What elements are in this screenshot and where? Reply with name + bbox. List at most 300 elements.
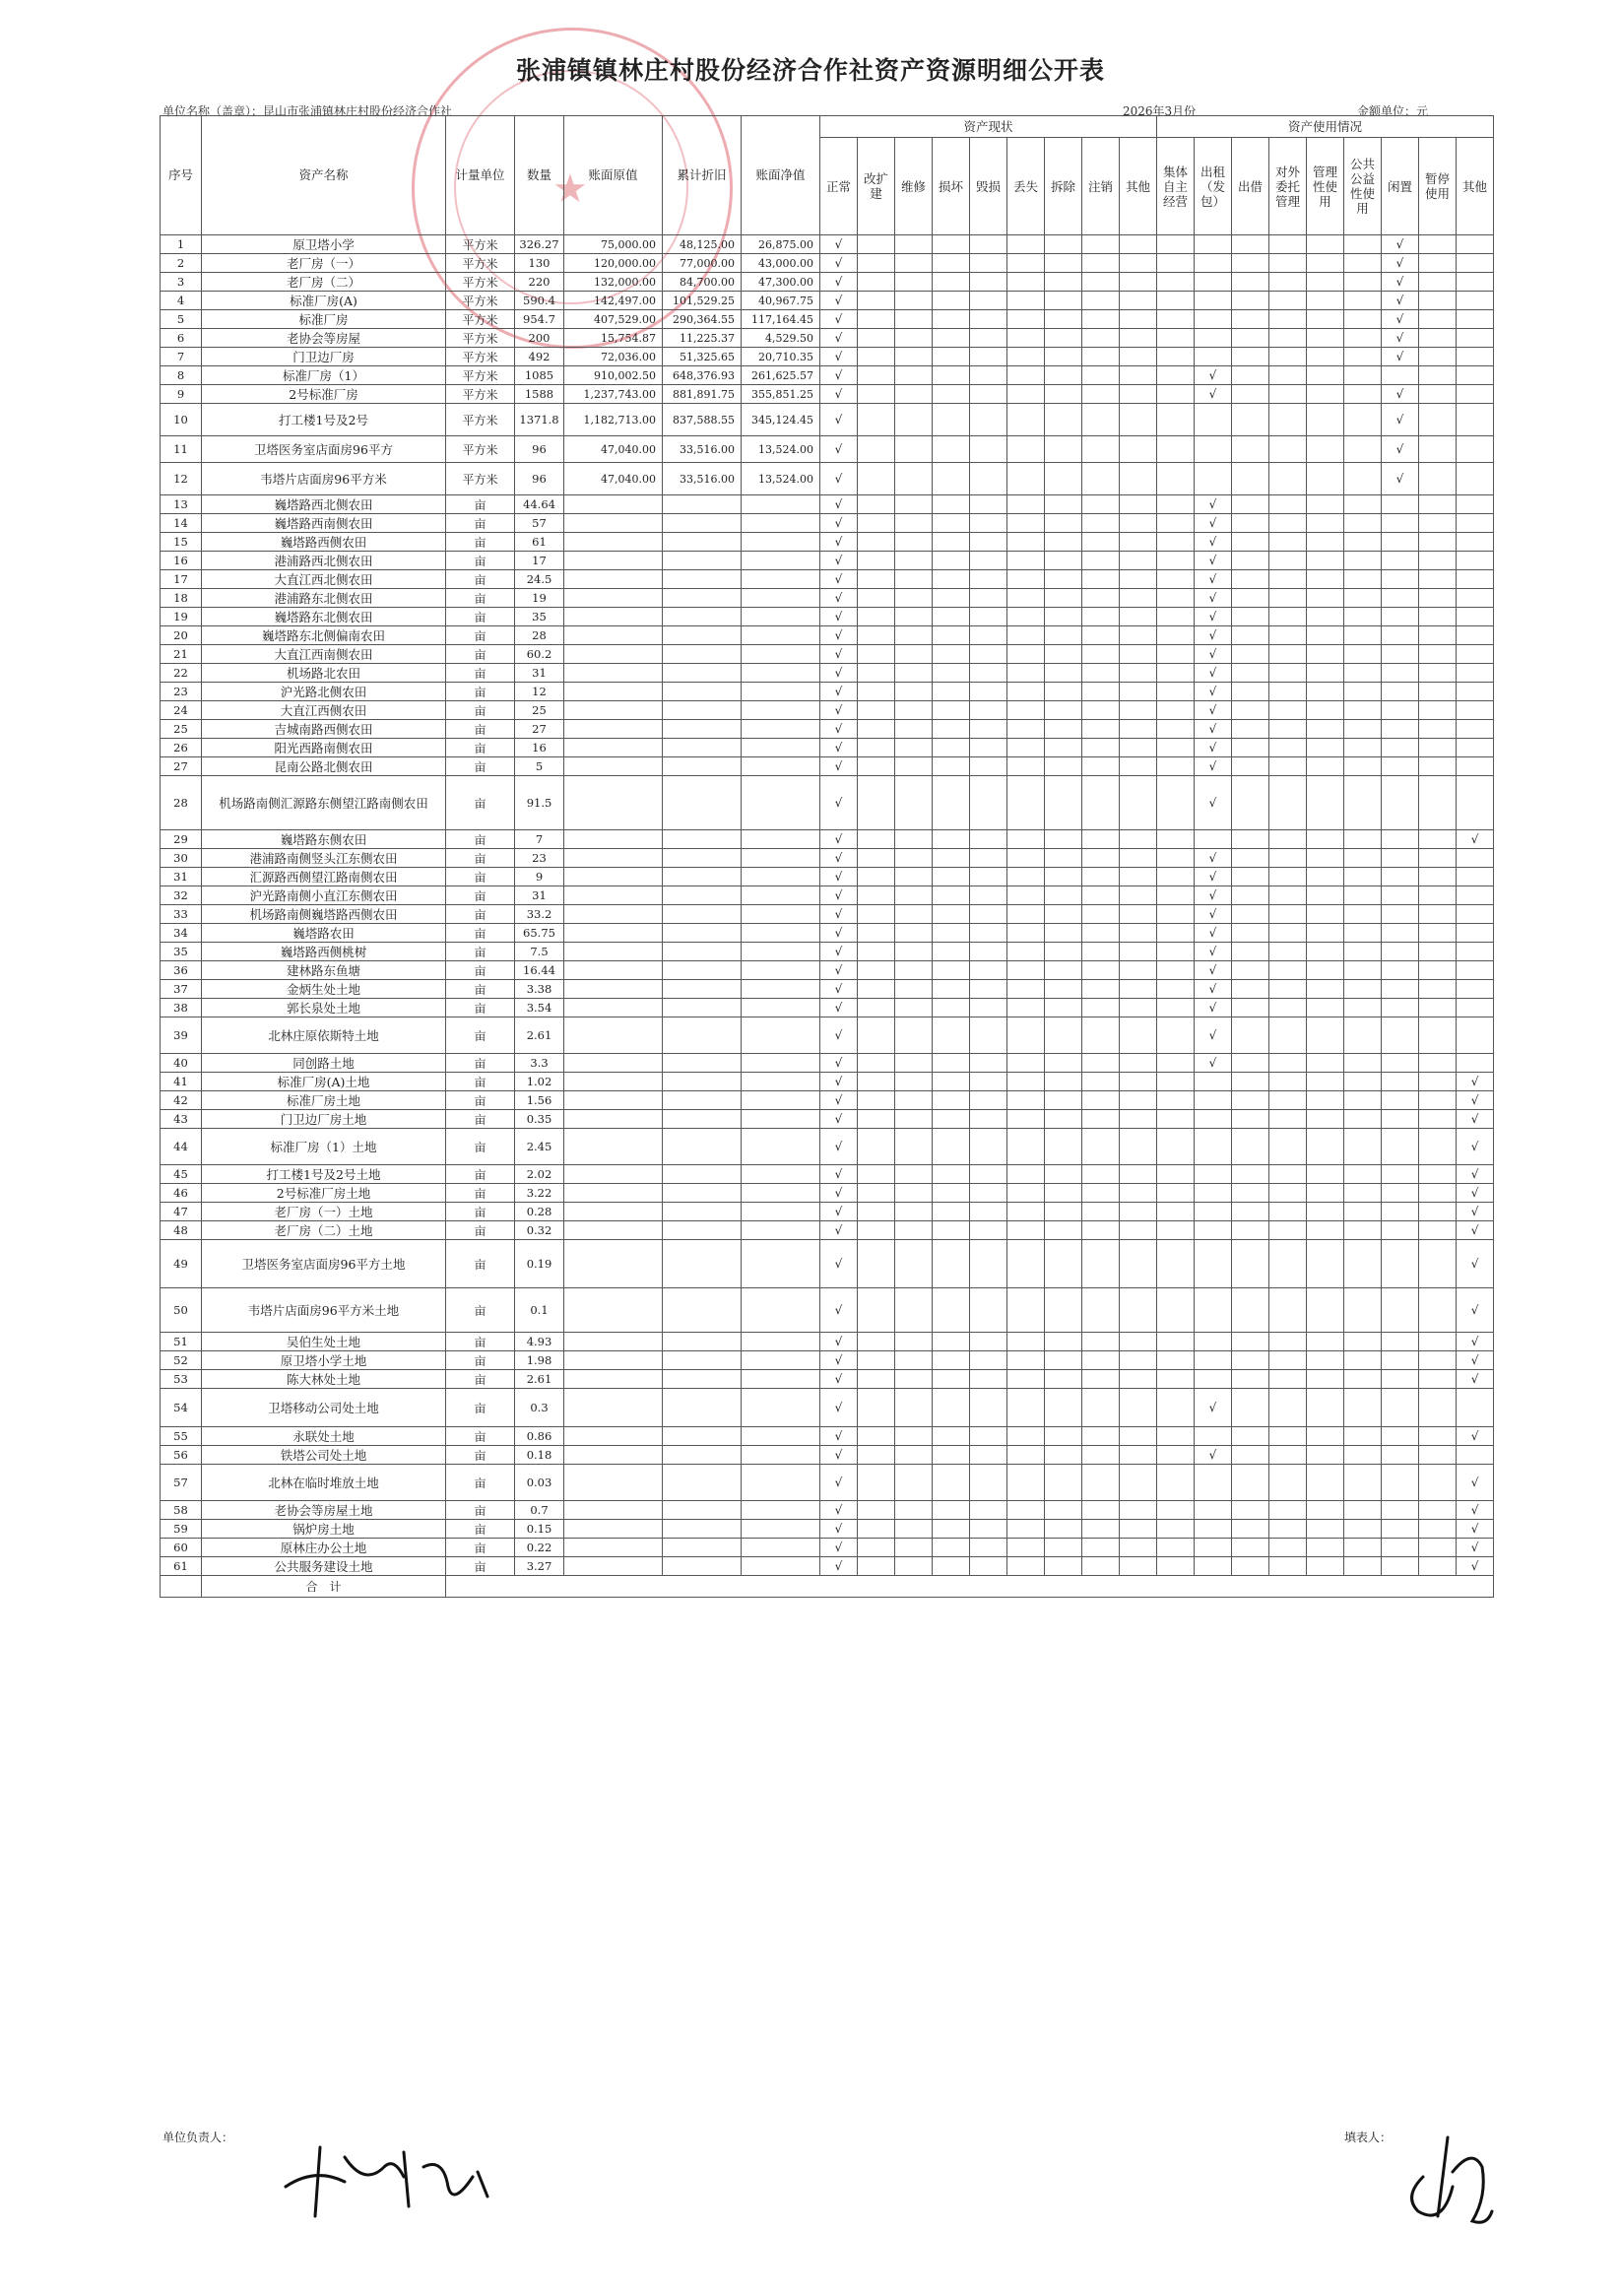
row-original-value bbox=[564, 868, 663, 886]
header-usage-administrative-label: 管理性使用 bbox=[1312, 164, 1337, 209]
row-net-value bbox=[742, 868, 820, 886]
row-status-damaged-cell bbox=[933, 495, 970, 514]
row-status-repair-cell bbox=[895, 757, 933, 776]
row-unit: 亩 bbox=[446, 1054, 515, 1073]
row-status-destroyed-cell bbox=[970, 495, 1007, 514]
row-usage-other-cell bbox=[1457, 608, 1494, 626]
row-status-renovation-cell bbox=[858, 366, 895, 385]
row-status-cancelled-cell bbox=[1082, 1520, 1120, 1539]
row-unit: 平方米 bbox=[446, 292, 515, 310]
row-usage-lent-cell bbox=[1232, 608, 1269, 626]
row-status-demolished-cell bbox=[1045, 1073, 1082, 1091]
row-original-value bbox=[564, 739, 663, 757]
row-unit: 平方米 bbox=[446, 385, 515, 404]
row-quantity: 326.27 bbox=[515, 235, 564, 254]
row-net-value: 43,000.00 bbox=[742, 254, 820, 273]
table-row bbox=[161, 943, 1494, 961]
row-status-repair-cell bbox=[895, 1129, 933, 1165]
row-usage-idle-cell bbox=[1382, 1465, 1419, 1501]
row-asset-name: 北林在临时堆放土地 bbox=[202, 1465, 446, 1501]
row-usage-administrative-cell bbox=[1307, 1091, 1344, 1110]
row-usage-public-welfare-cell bbox=[1344, 868, 1382, 886]
row-usage-lent-cell bbox=[1232, 645, 1269, 664]
row-net-value: 355,851.25 bbox=[742, 385, 820, 404]
row-usage-idle-cell bbox=[1382, 1333, 1419, 1351]
row-usage-entrusted-cell bbox=[1269, 664, 1307, 683]
row-usage-leased-cell: √ bbox=[1195, 683, 1232, 701]
row-usage-idle-cell bbox=[1382, 1501, 1419, 1520]
row-original-value bbox=[564, 645, 663, 664]
row-usage-suspended-cell bbox=[1419, 273, 1457, 292]
row-status-demolished-cell bbox=[1045, 1501, 1082, 1520]
row-usage-leased-cell bbox=[1195, 1465, 1232, 1501]
row-status-renovation-cell bbox=[858, 886, 895, 905]
row-usage-entrusted-cell bbox=[1269, 961, 1307, 980]
row-original-value: 1,237,743.00 bbox=[564, 385, 663, 404]
row-status-destroyed-cell bbox=[970, 886, 1007, 905]
row-status-demolished-cell bbox=[1045, 1351, 1082, 1370]
row-accumulated-depreciation bbox=[663, 1017, 742, 1054]
row-usage-leased-cell: √ bbox=[1195, 886, 1232, 905]
table-row bbox=[161, 1501, 1494, 1520]
row-status-repair-cell bbox=[895, 626, 933, 645]
row-status-demolished-cell bbox=[1045, 683, 1082, 701]
row-usage-self-operated-cell bbox=[1157, 1370, 1195, 1389]
row-status-demolished-cell bbox=[1045, 1091, 1082, 1110]
row-quantity: 0.35 bbox=[515, 1110, 564, 1129]
row-status-damaged-cell bbox=[933, 292, 970, 310]
table-row bbox=[161, 720, 1494, 739]
row-net-value: 13,524.00 bbox=[742, 436, 820, 463]
row-status-lost-cell bbox=[1007, 1427, 1045, 1446]
row-unit: 平方米 bbox=[446, 404, 515, 436]
unit-name-label: 单位名称（盖章）：昆山市张浦镇林庄村股份经济合作社 bbox=[162, 104, 453, 118]
row-status-demolished-cell bbox=[1045, 1203, 1082, 1221]
header-status-demolished-label: 拆除 bbox=[1050, 178, 1075, 194]
row-status-renovation-cell bbox=[858, 664, 895, 683]
row-usage-leased-cell: √ bbox=[1195, 868, 1232, 886]
row-usage-suspended-cell bbox=[1419, 1520, 1457, 1539]
row-asset-name: 老厂房（一）土地 bbox=[202, 1203, 446, 1221]
row-usage-other-cell bbox=[1457, 664, 1494, 683]
row-usage-leased-cell: √ bbox=[1195, 1446, 1232, 1465]
row-usage-entrusted-cell bbox=[1269, 1446, 1307, 1465]
row-usage-leased-cell: √ bbox=[1195, 980, 1232, 999]
row-usage-idle-cell bbox=[1382, 1221, 1419, 1240]
row-status-destroyed-cell bbox=[970, 404, 1007, 436]
row-usage-idle-cell bbox=[1382, 886, 1419, 905]
row-status-other-cell bbox=[1120, 533, 1157, 552]
row-usage-idle-cell bbox=[1382, 1073, 1419, 1091]
row-usage-self-operated-cell bbox=[1157, 645, 1195, 664]
row-usage-entrusted-cell bbox=[1269, 924, 1307, 943]
row-usage-suspended-cell bbox=[1419, 292, 1457, 310]
row-accumulated-depreciation bbox=[663, 1333, 742, 1351]
row-usage-self-operated-cell bbox=[1157, 1129, 1195, 1165]
row-usage-idle-cell: √ bbox=[1382, 292, 1419, 310]
row-original-value bbox=[564, 701, 663, 720]
row-unit: 平方米 bbox=[446, 366, 515, 385]
row-status-normal-cell: √ bbox=[820, 1389, 858, 1427]
row-usage-administrative-cell bbox=[1307, 999, 1344, 1017]
row-usage-administrative-cell bbox=[1307, 701, 1344, 720]
row-net-value bbox=[742, 849, 820, 868]
row-status-destroyed-cell bbox=[970, 1165, 1007, 1184]
row-usage-leased-cell: √ bbox=[1195, 645, 1232, 664]
row-usage-other-cell bbox=[1457, 533, 1494, 552]
row-usage-public-welfare-cell bbox=[1344, 1389, 1382, 1427]
row-asset-name: 铁塔公司处土地 bbox=[202, 1446, 446, 1465]
row-usage-idle-cell bbox=[1382, 626, 1419, 645]
row-net-value bbox=[742, 943, 820, 961]
row-usage-public-welfare-cell bbox=[1344, 273, 1382, 292]
row-quantity: 91.5 bbox=[515, 776, 564, 830]
row-status-normal-cell: √ bbox=[820, 1091, 858, 1110]
row-unit: 亩 bbox=[446, 1129, 515, 1165]
row-unit: 亩 bbox=[446, 626, 515, 645]
row-usage-idle-cell bbox=[1382, 1017, 1419, 1054]
table-row bbox=[161, 1465, 1494, 1501]
table-row bbox=[161, 404, 1494, 436]
table-row bbox=[161, 385, 1494, 404]
row-status-lost-cell bbox=[1007, 757, 1045, 776]
row-status-renovation-cell bbox=[858, 1539, 895, 1557]
row-usage-suspended-cell bbox=[1419, 626, 1457, 645]
row-status-repair-cell bbox=[895, 1389, 933, 1427]
row-status-cancelled-cell bbox=[1082, 1370, 1120, 1389]
row-usage-public-welfare-cell bbox=[1344, 254, 1382, 273]
row-usage-entrusted-cell bbox=[1269, 608, 1307, 626]
row-usage-administrative-cell bbox=[1307, 1203, 1344, 1221]
row-original-value bbox=[564, 1240, 663, 1288]
row-seq: 18 bbox=[161, 589, 202, 608]
row-original-value bbox=[564, 495, 663, 514]
row-seq: 55 bbox=[161, 1427, 202, 1446]
header-usage-idle-label: 闲置 bbox=[1387, 178, 1412, 194]
row-status-repair-cell bbox=[895, 739, 933, 757]
row-usage-public-welfare-cell bbox=[1344, 1240, 1382, 1288]
row-usage-suspended-cell bbox=[1419, 1370, 1457, 1389]
row-unit: 亩 bbox=[446, 552, 515, 570]
row-unit: 亩 bbox=[446, 1288, 515, 1333]
row-original-value bbox=[564, 1288, 663, 1333]
row-status-normal-cell: √ bbox=[820, 830, 858, 849]
row-usage-self-operated-cell bbox=[1157, 1221, 1195, 1240]
row-usage-public-welfare-cell bbox=[1344, 1501, 1382, 1520]
row-asset-name: 巍塔路西南侧农田 bbox=[202, 514, 446, 533]
row-usage-entrusted-cell bbox=[1269, 436, 1307, 463]
row-asset-name: 卫塔医务室店面房96平方土地 bbox=[202, 1240, 446, 1288]
row-original-value: 1,182,713.00 bbox=[564, 404, 663, 436]
row-usage-idle-cell bbox=[1382, 1288, 1419, 1333]
row-asset-name: 机场路南侧汇源路东侧望江路南侧农田 bbox=[202, 776, 446, 830]
row-unit: 平方米 bbox=[446, 273, 515, 292]
table-row bbox=[161, 366, 1494, 385]
row-status-lost-cell bbox=[1007, 999, 1045, 1017]
row-asset-name: 标准厂房（1） bbox=[202, 366, 446, 385]
row-usage-other-cell bbox=[1457, 757, 1494, 776]
row-usage-suspended-cell bbox=[1419, 776, 1457, 830]
row-usage-leased-cell bbox=[1195, 310, 1232, 329]
row-status-damaged-cell bbox=[933, 404, 970, 436]
row-quantity: 7.5 bbox=[515, 943, 564, 961]
row-usage-lent-cell bbox=[1232, 235, 1269, 254]
row-status-other-cell bbox=[1120, 868, 1157, 886]
row-status-destroyed-cell bbox=[970, 608, 1007, 626]
row-usage-other-cell bbox=[1457, 329, 1494, 348]
row-status-damaged-cell bbox=[933, 463, 970, 495]
row-usage-other-cell bbox=[1457, 980, 1494, 999]
row-status-damaged-cell bbox=[933, 830, 970, 849]
row-status-damaged-cell bbox=[933, 1221, 970, 1240]
row-seq: 5 bbox=[161, 310, 202, 329]
row-original-value bbox=[564, 1110, 663, 1129]
row-usage-self-operated-cell bbox=[1157, 1520, 1195, 1539]
row-usage-other-cell: √ bbox=[1457, 1221, 1494, 1240]
row-status-demolished-cell bbox=[1045, 1370, 1082, 1389]
row-usage-lent-cell bbox=[1232, 1501, 1269, 1520]
row-usage-entrusted-cell bbox=[1269, 1129, 1307, 1165]
row-usage-self-operated-cell bbox=[1157, 1073, 1195, 1091]
header-status-destroyed-label: 毁损 bbox=[975, 178, 1001, 194]
row-status-cancelled-cell bbox=[1082, 514, 1120, 533]
row-usage-suspended-cell bbox=[1419, 552, 1457, 570]
row-status-lost-cell bbox=[1007, 329, 1045, 348]
row-accumulated-depreciation bbox=[663, 1539, 742, 1557]
row-seq: 26 bbox=[161, 739, 202, 757]
row-status-demolished-cell bbox=[1045, 626, 1082, 645]
row-usage-lent-cell bbox=[1232, 1351, 1269, 1370]
table-row bbox=[161, 739, 1494, 757]
row-quantity: 3.27 bbox=[515, 1557, 564, 1576]
header-net-value: 账面净值 bbox=[742, 116, 820, 235]
row-status-other-cell bbox=[1120, 739, 1157, 757]
row-asset-name: 吉城南路西侧农田 bbox=[202, 720, 446, 739]
row-seq: 40 bbox=[161, 1054, 202, 1073]
row-usage-other-cell bbox=[1457, 943, 1494, 961]
row-usage-lent-cell bbox=[1232, 348, 1269, 366]
row-quantity: 2.61 bbox=[515, 1370, 564, 1389]
row-usage-public-welfare-cell bbox=[1344, 589, 1382, 608]
row-status-damaged-cell bbox=[933, 1465, 970, 1501]
row-status-normal-cell: √ bbox=[820, 310, 858, 329]
row-status-destroyed-cell bbox=[970, 924, 1007, 943]
row-status-renovation-cell bbox=[858, 1129, 895, 1165]
row-usage-lent-cell bbox=[1232, 776, 1269, 830]
row-status-cancelled-cell bbox=[1082, 999, 1120, 1017]
row-net-value bbox=[742, 1073, 820, 1091]
row-usage-self-operated-cell bbox=[1157, 830, 1195, 849]
row-asset-name: 港浦路南侧竖头江东侧农田 bbox=[202, 849, 446, 868]
row-status-damaged-cell bbox=[933, 980, 970, 999]
row-usage-suspended-cell bbox=[1419, 1240, 1457, 1288]
row-status-lost-cell bbox=[1007, 1240, 1045, 1288]
row-usage-administrative-cell bbox=[1307, 1165, 1344, 1184]
row-usage-other-cell: √ bbox=[1457, 1539, 1494, 1557]
row-status-lost-cell bbox=[1007, 980, 1045, 999]
row-original-value bbox=[564, 1203, 663, 1221]
row-usage-lent-cell bbox=[1232, 683, 1269, 701]
row-status-damaged-cell bbox=[933, 329, 970, 348]
row-status-damaged-cell bbox=[933, 570, 970, 589]
row-status-cancelled-cell bbox=[1082, 385, 1120, 404]
row-usage-entrusted-cell bbox=[1269, 1240, 1307, 1288]
row-unit: 亩 bbox=[446, 943, 515, 961]
row-usage-idle-cell: √ bbox=[1382, 254, 1419, 273]
row-status-other-cell bbox=[1120, 999, 1157, 1017]
row-original-value bbox=[564, 849, 663, 868]
row-quantity: 2.61 bbox=[515, 1017, 564, 1054]
row-status-renovation-cell bbox=[858, 1240, 895, 1288]
row-usage-suspended-cell bbox=[1419, 720, 1457, 739]
header-status-repair-label: 维修 bbox=[900, 178, 926, 194]
row-status-other-cell bbox=[1120, 1520, 1157, 1539]
row-usage-public-welfare-cell bbox=[1344, 292, 1382, 310]
row-status-normal-cell: √ bbox=[820, 514, 858, 533]
row-usage-other-cell bbox=[1457, 366, 1494, 385]
row-usage-entrusted-cell bbox=[1269, 385, 1307, 404]
row-status-damaged-cell bbox=[933, 310, 970, 329]
row-usage-self-operated-cell bbox=[1157, 664, 1195, 683]
row-status-normal-cell: √ bbox=[820, 1557, 858, 1576]
row-status-destroyed-cell bbox=[970, 1073, 1007, 1091]
row-status-repair-cell bbox=[895, 1446, 933, 1465]
row-status-damaged-cell bbox=[933, 235, 970, 254]
row-usage-idle-cell: √ bbox=[1382, 463, 1419, 495]
row-usage-idle-cell: √ bbox=[1382, 436, 1419, 463]
row-status-other-cell bbox=[1120, 1351, 1157, 1370]
row-status-normal-cell: √ bbox=[820, 664, 858, 683]
row-net-value bbox=[742, 720, 820, 739]
row-usage-self-operated-cell bbox=[1157, 1184, 1195, 1203]
row-usage-self-operated-cell bbox=[1157, 961, 1195, 980]
row-seq: 38 bbox=[161, 999, 202, 1017]
row-unit: 亩 bbox=[446, 608, 515, 626]
row-status-lost-cell bbox=[1007, 463, 1045, 495]
row-status-lost-cell bbox=[1007, 1465, 1045, 1501]
row-usage-other-cell: √ bbox=[1457, 1073, 1494, 1091]
row-status-cancelled-cell bbox=[1082, 980, 1120, 999]
row-net-value bbox=[742, 514, 820, 533]
row-quantity: 96 bbox=[515, 463, 564, 495]
row-status-lost-cell bbox=[1007, 495, 1045, 514]
row-usage-other-cell: √ bbox=[1457, 1351, 1494, 1370]
table-row bbox=[161, 886, 1494, 905]
row-status-demolished-cell bbox=[1045, 348, 1082, 366]
header-status-renovation bbox=[858, 138, 895, 235]
row-status-destroyed-cell bbox=[970, 1370, 1007, 1389]
row-status-cancelled-cell bbox=[1082, 292, 1120, 310]
row-status-cancelled-cell bbox=[1082, 1333, 1120, 1351]
row-accumulated-depreciation bbox=[663, 961, 742, 980]
row-status-demolished-cell bbox=[1045, 924, 1082, 943]
row-status-other-cell bbox=[1120, 961, 1157, 980]
row-status-normal-cell: √ bbox=[820, 757, 858, 776]
row-original-value bbox=[564, 1539, 663, 1557]
row-status-renovation-cell bbox=[858, 868, 895, 886]
row-usage-leased-cell: √ bbox=[1195, 701, 1232, 720]
row-status-repair-cell bbox=[895, 1110, 933, 1129]
row-usage-other-cell bbox=[1457, 235, 1494, 254]
row-usage-public-welfare-cell bbox=[1344, 533, 1382, 552]
row-seq: 49 bbox=[161, 1240, 202, 1288]
row-usage-entrusted-cell bbox=[1269, 1557, 1307, 1576]
row-status-demolished-cell bbox=[1045, 1288, 1082, 1333]
row-quantity: 60.2 bbox=[515, 645, 564, 664]
row-status-lost-cell bbox=[1007, 1351, 1045, 1370]
row-usage-lent-cell bbox=[1232, 1221, 1269, 1240]
row-status-demolished-cell bbox=[1045, 1557, 1082, 1576]
row-usage-administrative-cell bbox=[1307, 1539, 1344, 1557]
row-asset-name: 港浦路东北侧农田 bbox=[202, 589, 446, 608]
row-status-damaged-cell bbox=[933, 385, 970, 404]
row-status-lost-cell bbox=[1007, 348, 1045, 366]
row-unit: 平方米 bbox=[446, 329, 515, 348]
row-net-value bbox=[742, 701, 820, 720]
row-usage-public-welfare-cell bbox=[1344, 980, 1382, 999]
row-seq: 51 bbox=[161, 1333, 202, 1351]
row-usage-self-operated-cell bbox=[1157, 720, 1195, 739]
row-status-demolished-cell bbox=[1045, 1054, 1082, 1073]
row-original-value bbox=[564, 1501, 663, 1520]
row-usage-self-operated-cell bbox=[1157, 1054, 1195, 1073]
row-usage-suspended-cell bbox=[1419, 645, 1457, 664]
row-asset-name: 2号标准厂房土地 bbox=[202, 1184, 446, 1203]
row-usage-administrative-cell bbox=[1307, 533, 1344, 552]
row-usage-administrative-cell bbox=[1307, 1389, 1344, 1427]
row-status-renovation-cell bbox=[858, 1054, 895, 1073]
row-usage-administrative-cell bbox=[1307, 404, 1344, 436]
row-status-cancelled-cell bbox=[1082, 254, 1120, 273]
row-status-destroyed-cell bbox=[970, 1017, 1007, 1054]
row-usage-public-welfare-cell bbox=[1344, 1446, 1382, 1465]
row-status-damaged-cell bbox=[933, 1165, 970, 1184]
row-status-repair-cell bbox=[895, 436, 933, 463]
row-quantity: 1085 bbox=[515, 366, 564, 385]
row-usage-entrusted-cell bbox=[1269, 1501, 1307, 1520]
row-status-demolished-cell bbox=[1045, 905, 1082, 924]
row-status-damaged-cell bbox=[933, 683, 970, 701]
row-status-demolished-cell bbox=[1045, 1465, 1082, 1501]
row-usage-public-welfare-cell bbox=[1344, 1091, 1382, 1110]
row-usage-other-cell bbox=[1457, 1389, 1494, 1427]
row-status-demolished-cell bbox=[1045, 886, 1082, 905]
row-usage-administrative-cell bbox=[1307, 776, 1344, 830]
row-usage-suspended-cell bbox=[1419, 1054, 1457, 1073]
currency-unit-label: 金额单位：元 bbox=[1357, 104, 1429, 118]
row-asset-name: 韦塔片店面房96平方米土地 bbox=[202, 1288, 446, 1333]
row-net-value bbox=[742, 905, 820, 924]
row-status-demolished-cell bbox=[1045, 980, 1082, 999]
row-usage-suspended-cell bbox=[1419, 868, 1457, 886]
row-original-value: 910,002.50 bbox=[564, 366, 663, 385]
row-net-value bbox=[742, 626, 820, 645]
row-usage-administrative-cell bbox=[1307, 1054, 1344, 1073]
row-usage-public-welfare-cell bbox=[1344, 999, 1382, 1017]
row-status-other-cell bbox=[1120, 310, 1157, 329]
row-usage-administrative-cell bbox=[1307, 868, 1344, 886]
row-status-cancelled-cell bbox=[1082, 1184, 1120, 1203]
row-status-demolished-cell bbox=[1045, 608, 1082, 626]
row-status-demolished-cell bbox=[1045, 292, 1082, 310]
row-status-repair-cell bbox=[895, 1240, 933, 1288]
row-quantity: 57 bbox=[515, 514, 564, 533]
row-seq: 7 bbox=[161, 348, 202, 366]
row-status-renovation-cell bbox=[858, 273, 895, 292]
row-status-cancelled-cell bbox=[1082, 570, 1120, 589]
row-status-demolished-cell bbox=[1045, 254, 1082, 273]
row-usage-suspended-cell bbox=[1419, 1465, 1457, 1501]
